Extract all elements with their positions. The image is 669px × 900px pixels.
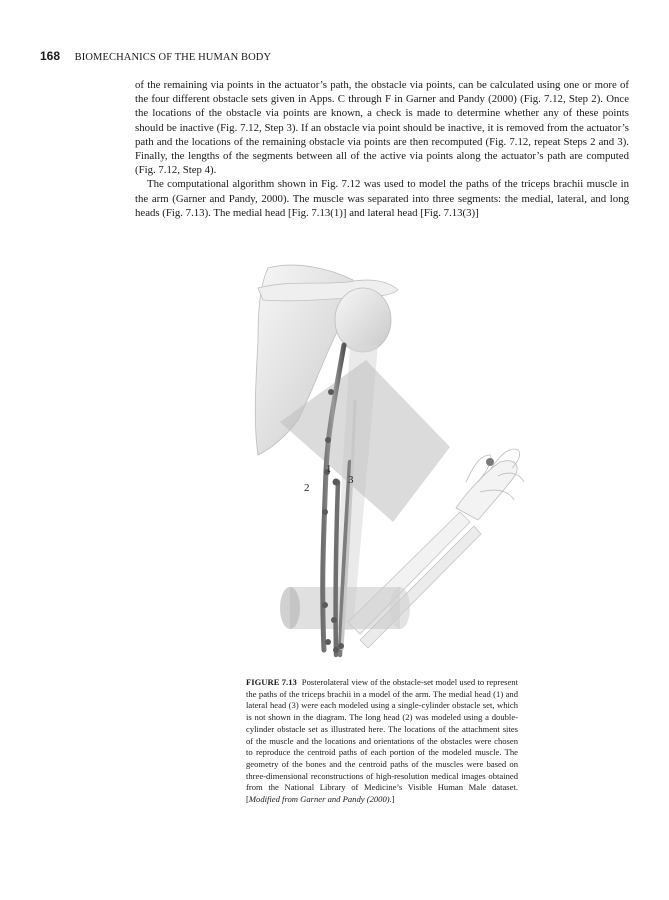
caption-label: FIGURE 7.13 xyxy=(246,677,297,687)
paragraph-1: of the remaining via points in the actuator’s path, the obstacle via points, can be calculated using one or more of the four different obstacle sets given in Apps. C through F in Garner and Pandy (2000) (Fig. 7.12, Step 2). Once the locations of the obstacle via points are known, a check is made to determine whether any of these points should be inactive (Fig. 7.12, Step 3). If an obstacle via point should be inactive, it is removed from the actuator’s path and the locations of the remaining obstacle via points are then recomputed (Fig. 7.12, repeat Steps 2 and 3). Finally, the lengths of the segments between all of the active via points along the actuator’s path are computed (Fig. 7.12, Step 4). xyxy=(135,79,629,177)
caption-attribution: Modified from Garner and Pandy (2000). xyxy=(248,794,392,805)
running-title: BIOMECHANICS OF THE HUMAN BODY xyxy=(74,52,272,63)
arm-model-illustration xyxy=(228,250,528,670)
caption-bracket-open: [ xyxy=(246,794,249,805)
caption-text: Posterolateral view of the obstacle-set model used to represent the paths of the triceps brachii in a model of the arm. The medial head (1) and lateral head (3) were each modeled using a single-cylinder obstacle set, which is not shown in the diagram. The long head (2) was modeled using a double-cylinder obstacle set as illustrated here. The locations of the attachment sites of the muscle and the locations and orientations of the obstacles were chosen to reproduce the centroid paths of each portion of the modeled muscle. The geometry of the bones and the centroid paths of the muscles were based on three-dimensional reconstructions of high-resolution medical images obtained from the National Library of Medicine’s Visible Human Male dataset. xyxy=(246,677,518,793)
figure-caption xyxy=(246,677,518,806)
hand xyxy=(456,449,524,520)
label-long-head: 2 xyxy=(304,482,310,494)
body-text xyxy=(135,78,629,220)
running-head xyxy=(40,49,271,63)
humeral-head xyxy=(335,288,391,352)
caption-bracket-close: ] xyxy=(391,794,395,805)
paragraph-2: The computational algorithm shown in Fig. 7.12 was used to model the paths of the triceps brachii muscle in the arm (Garner and Pandy, 2000). The muscle was separated into three segments: the medial, lateral, and long heads (Fig. 7.13). The medial head [Fig. 7.13(1)] and lateral head [Fig. 7.13(3)] xyxy=(135,178,629,219)
label-medial-head: 1 xyxy=(326,463,332,475)
page-number: 168 xyxy=(40,49,61,63)
label-lateral-head: 3 xyxy=(348,474,354,486)
medial-head-muscle xyxy=(336,482,338,655)
figure-7-13 xyxy=(228,250,528,670)
